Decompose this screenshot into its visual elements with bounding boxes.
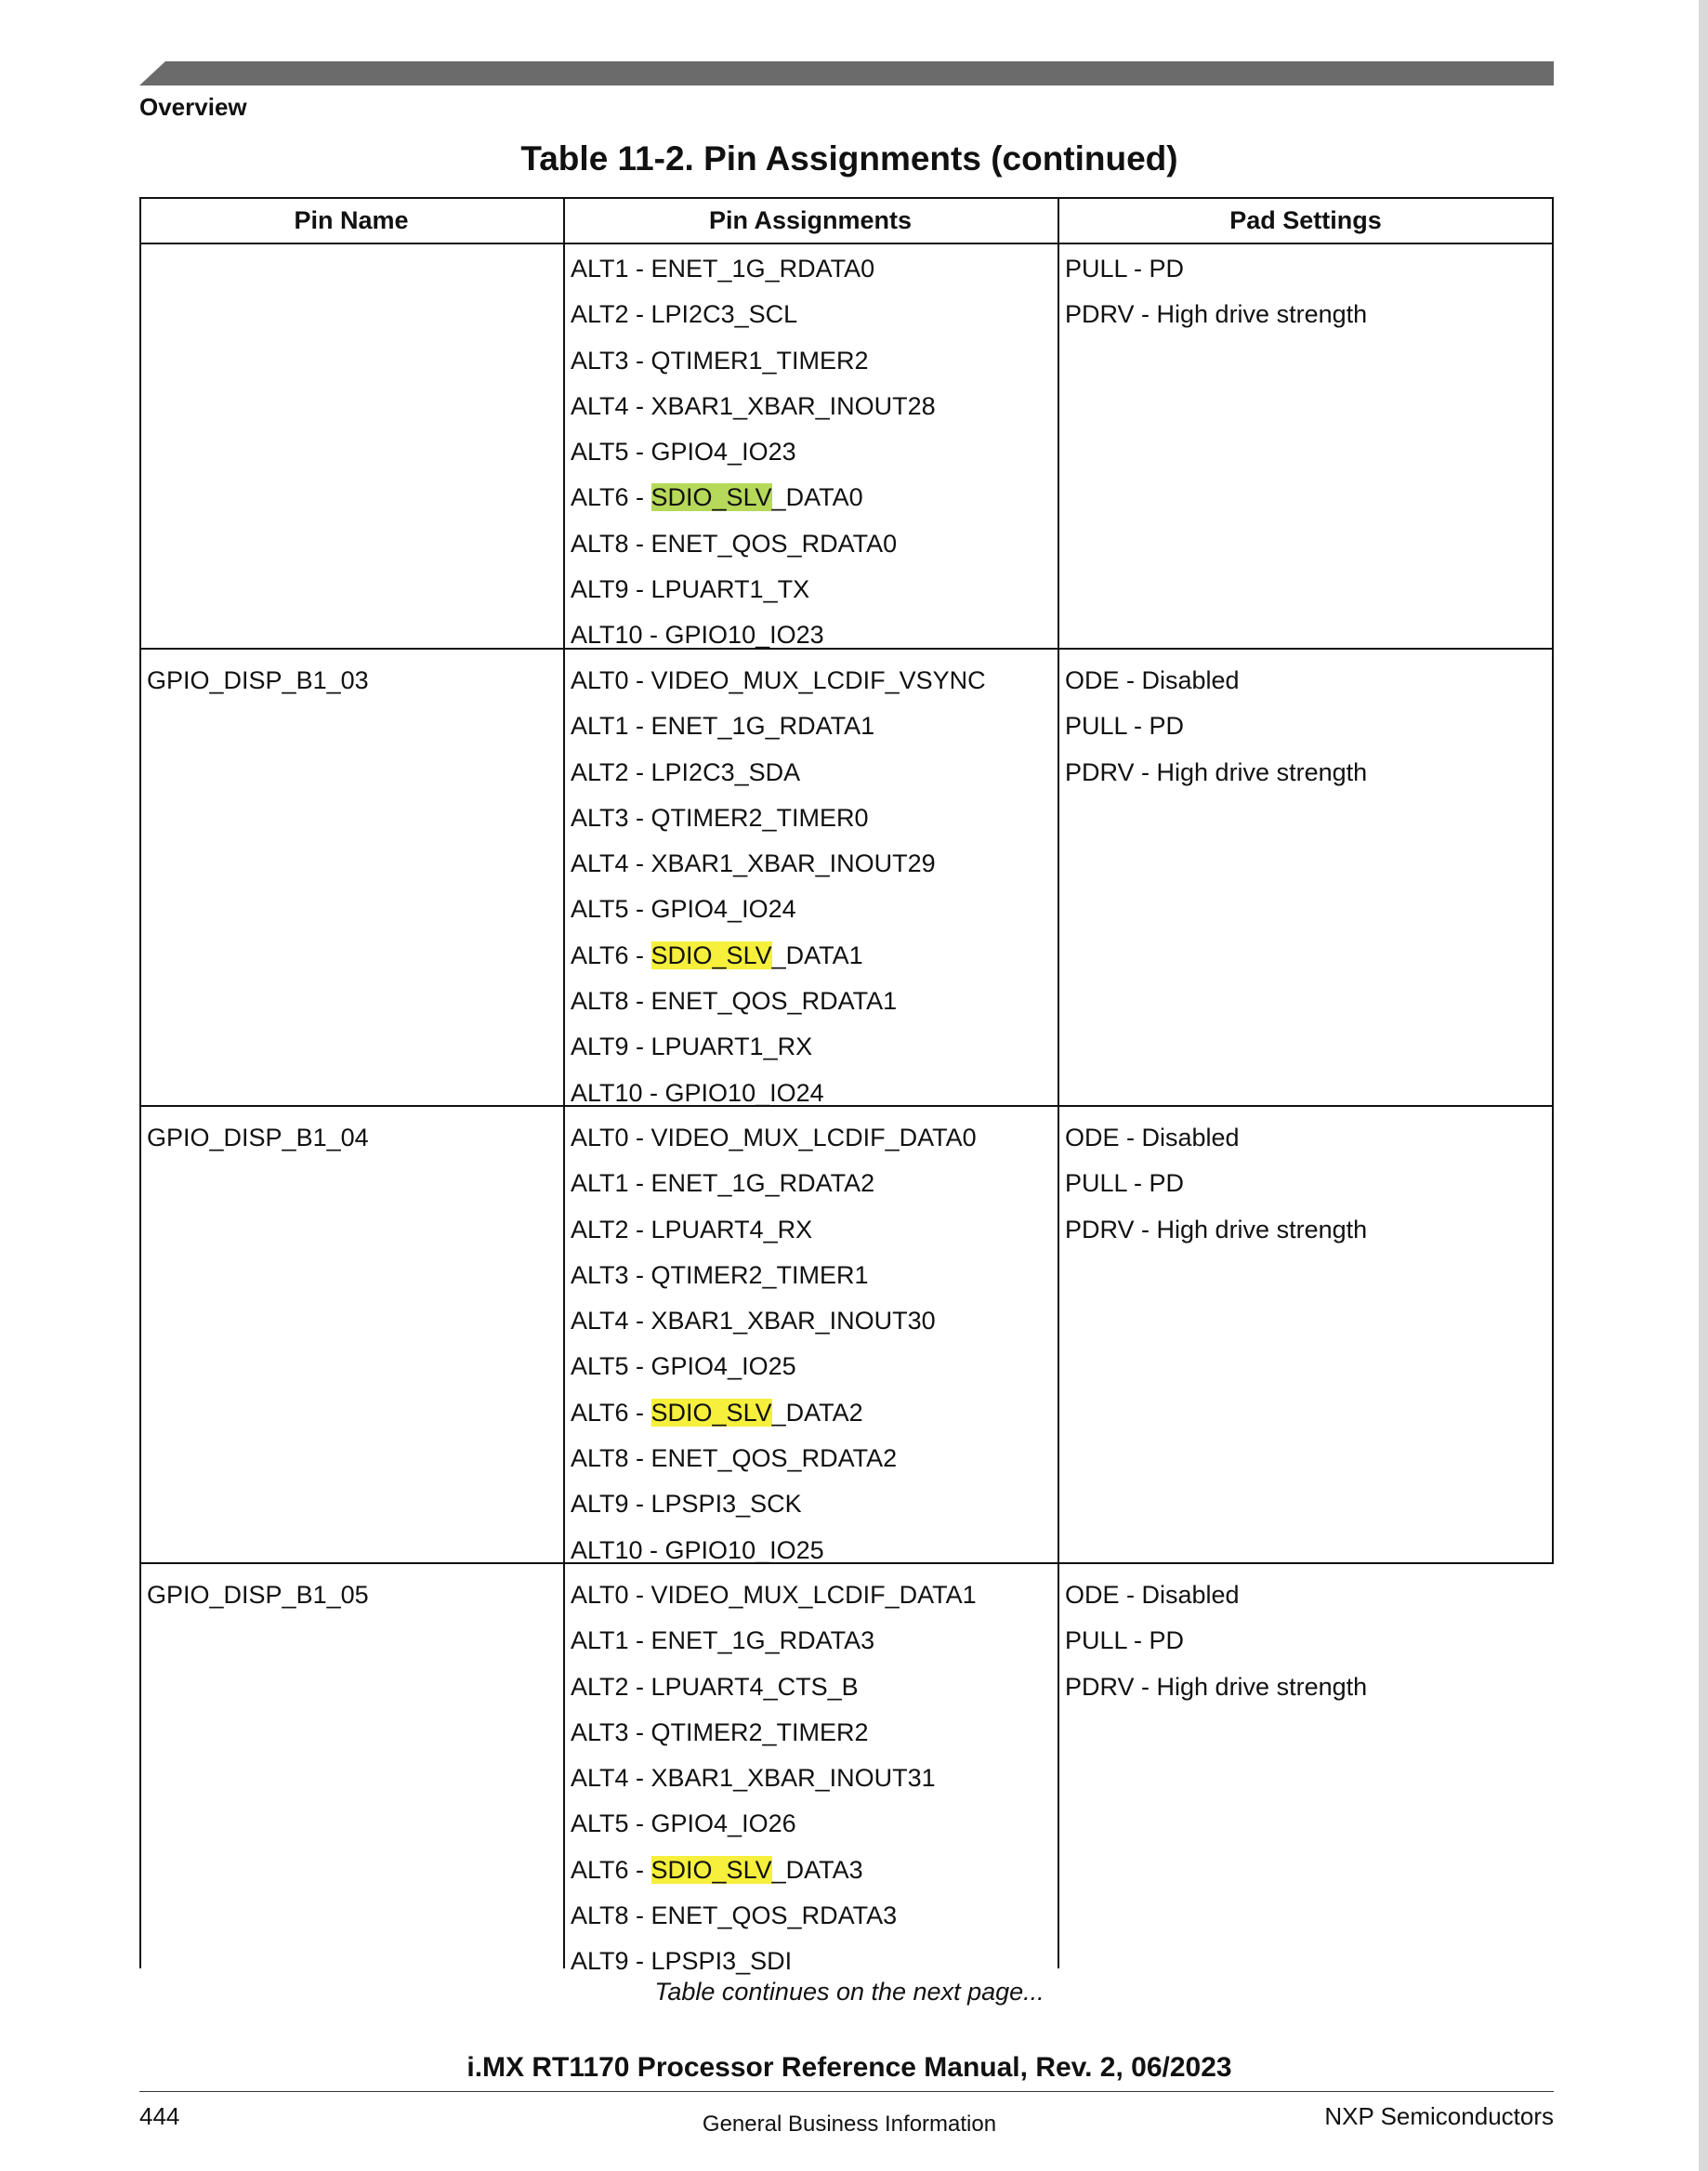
assignment-text: ALT9 - LPSPI3_SDI — [571, 1947, 793, 1976]
page-edge — [1699, 0, 1708, 2171]
assignment-text: ALT1 - ENET_1G_RDATA2 — [571, 1169, 875, 1198]
pin-assignment-item — [571, 1161, 977, 1206]
section-label: Overview — [139, 93, 247, 121]
pin-assignment-item — [571, 1848, 977, 1893]
assignment-text-suffix: _DATA3 — [771, 1855, 863, 1884]
pin-assignment-item — [571, 750, 986, 796]
column-rule — [1552, 197, 1554, 244]
pin-assignment-item — [571, 292, 936, 337]
pin-assignment-item — [571, 841, 986, 887]
pad-setting-item: PULL - PD — [1065, 1626, 1185, 1655]
assignment-text: ALT3 - QTIMER2_TIMER2 — [571, 1717, 869, 1746]
header-rule — [139, 243, 1554, 244]
assignment-text: ALT6 - — [571, 483, 651, 512]
assignment-text: ALT9 - LPUART1_RX — [571, 1033, 813, 1061]
assignment-text-suffix: _DATA0 — [771, 483, 863, 512]
column-header-pin-assignments: Pin Assignments — [708, 206, 913, 234]
vendor-name: NXP Semiconductors — [1324, 2102, 1554, 2130]
assignment-text: ALT1 - ENET_1G_RDATA1 — [571, 712, 875, 741]
pin-assignment-item — [571, 1344, 977, 1389]
pin-assignment-item — [571, 567, 936, 612]
assignment-text: ALT6 - — [571, 1398, 651, 1427]
assignment-text: ALT5 - GPIO4_IO25 — [571, 1352, 796, 1381]
assignment-text: ALT2 - LPI2C3_SCL — [571, 300, 798, 329]
assignment-text: ALT9 - LPSPI3_SCK — [571, 1490, 802, 1519]
pin-assignment-item — [571, 1572, 977, 1618]
pad-setting-item: PDRV - High drive strength — [1065, 1672, 1368, 1701]
assignment-text: ALT4 - XBAR1_XBAR_INOUT29 — [571, 849, 936, 878]
assignment-text: ALT3 - QTIMER2_TIMER1 — [571, 1260, 869, 1289]
pad-setting-item: ODE - Disabled — [1065, 1581, 1240, 1609]
assignment-text: ALT0 - VIDEO_MUX_LCDIF_DATA1 — [571, 1581, 977, 1609]
pin-assignment-item — [571, 1115, 977, 1161]
assignment-text: ALT4 - XBAR1_XBAR_INOUT30 — [571, 1307, 936, 1335]
assignment-text: ALT9 - LPUART1_TX — [571, 575, 810, 604]
footer-rule — [139, 2091, 1554, 2092]
assignment-text: ALT1 - ENET_1G_RDATA0 — [571, 255, 875, 283]
assignment-text: ALT10 - GPIO10_IO25 — [571, 1535, 824, 1564]
column-rule — [1058, 197, 1059, 1968]
assignment-text: ALT10 - GPIO10_IO24 — [571, 1078, 824, 1107]
column-header-pin-name: Pin Name — [294, 206, 409, 234]
pad-setting-item: ODE - Disabled — [1065, 666, 1240, 694]
pad-setting-item: PDRV - High drive strength — [1065, 300, 1368, 329]
assignment-text: ALT8 - ENET_QOS_RDATA3 — [571, 1901, 898, 1930]
pin-assignment-item — [571, 1756, 977, 1801]
pin-assignment-item — [571, 1618, 977, 1664]
column-rule — [1552, 243, 1554, 1564]
pad-setting-item: PULL - PD — [1065, 255, 1185, 283]
pin-name-cell: GPIO_DISP_B1_05 — [147, 1581, 369, 1609]
assignment-text: ALT6 - — [571, 1855, 651, 1884]
assignment-text: ALT3 - QTIMER2_TIMER0 — [571, 803, 869, 832]
pin-assignment-item — [571, 1893, 977, 1939]
pin-assignment-item — [571, 704, 986, 749]
pin-assignment-item — [571, 1207, 977, 1253]
pad-settings-cell — [1065, 658, 1367, 796]
pin-name-cell: GPIO_DISP_B1_04 — [147, 1124, 369, 1151]
pad-setting-item: PDRV - High drive strength — [1065, 757, 1368, 786]
table-border-top — [139, 197, 1554, 199]
pin-assignment-item — [571, 384, 936, 429]
assignment-text: ALT1 - ENET_1G_RDATA3 — [571, 1626, 875, 1655]
assignment-text: ALT8 - ENET_QOS_RDATA2 — [571, 1444, 898, 1473]
column-rule — [139, 197, 141, 1968]
pin-assignments-cell — [571, 658, 986, 1116]
pin-assignment-item — [571, 1710, 977, 1756]
table-continues-note: Table continues on the next page... — [654, 1978, 1045, 2006]
assignment-text: ALT5 - GPIO4_IO24 — [571, 895, 796, 924]
search-highlight: SDIO_SLV — [650, 941, 772, 969]
pin-assignment-item — [571, 1298, 977, 1344]
pin-assignment-item — [571, 1481, 977, 1527]
search-highlight: SDIO_SLV — [650, 1398, 772, 1427]
assignment-text: ALT2 - LPUART4_CTS_B — [571, 1672, 859, 1701]
pin-assignment-item — [571, 1390, 977, 1436]
pad-setting-item: PDRV - High drive strength — [1065, 1215, 1368, 1243]
pad-settings-cell — [1065, 1115, 1367, 1253]
pin-assignments-cell — [571, 246, 936, 659]
pad-settings-cell — [1065, 246, 1367, 338]
assignment-text: ALT6 - — [571, 941, 651, 969]
pin-assignments-cell — [571, 1115, 977, 1573]
assignment-text: ALT2 - LPI2C3_SDA — [571, 757, 801, 786]
assignment-text-suffix: _DATA2 — [771, 1398, 863, 1427]
assignment-text: ALT5 - GPIO4_IO23 — [571, 438, 796, 467]
search-highlight: SDIO_SLV — [650, 1855, 772, 1884]
pin-assignment-item — [571, 429, 936, 475]
assignment-text: ALT10 - GPIO10_IO23 — [571, 621, 824, 650]
pin-assignment-item — [571, 979, 986, 1024]
assignment-text-suffix: _DATA1 — [771, 941, 863, 969]
pin-assignment-item — [571, 521, 936, 567]
column-rule — [563, 197, 565, 1968]
pin-assignment-item — [571, 1801, 977, 1847]
header-bar — [139, 61, 1554, 86]
pin-assignment-item — [571, 1024, 986, 1070]
pad-setting-item: PULL - PD — [1065, 712, 1185, 741]
pad-settings-cell — [1065, 1572, 1367, 1710]
assignment-text: ALT4 - XBAR1_XBAR_INOUT28 — [571, 391, 936, 420]
pin-assignment-item — [571, 796, 986, 841]
assignment-text: ALT0 - VIDEO_MUX_LCDIF_DATA0 — [571, 1124, 977, 1151]
pin-assignment-item — [571, 1528, 977, 1573]
assignment-text: ALT8 - ENET_QOS_RDATA0 — [571, 529, 898, 558]
pin-assignment-item — [571, 933, 986, 979]
pin-assignment-item — [571, 612, 936, 658]
pin-assignment-item — [571, 1436, 977, 1481]
assignment-text: ALT4 - XBAR1_XBAR_INOUT31 — [571, 1764, 936, 1793]
pin-assignment-item — [571, 887, 986, 932]
pin-assignment-item — [571, 246, 936, 292]
assignment-text: ALT2 - LPUART4_RX — [571, 1215, 813, 1243]
pin-assignment-item — [571, 1664, 977, 1710]
assignment-text: ALT5 - GPIO4_IO26 — [571, 1809, 796, 1838]
page-number: 444 — [139, 2102, 180, 2130]
pin-assignment-item — [571, 338, 936, 384]
search-highlight: SDIO_SLV — [650, 483, 772, 512]
pin-assignments-cell — [571, 1572, 977, 1985]
pad-setting-item: PULL - PD — [1065, 1169, 1185, 1198]
assignment-text: ALT0 - VIDEO_MUX_LCDIF_VSYNC — [571, 666, 986, 694]
pin-assignment-item — [571, 658, 986, 704]
pin-assignment-item — [571, 475, 936, 520]
pin-name-cell: GPIO_DISP_B1_03 — [147, 666, 369, 694]
assignment-text: ALT3 - QTIMER1_TIMER2 — [571, 346, 869, 375]
assignment-text: ALT8 - ENET_QOS_RDATA1 — [571, 987, 898, 1016]
pad-setting-item: ODE - Disabled — [1065, 1124, 1240, 1151]
column-header-pad-settings: Pad Settings — [1229, 206, 1382, 234]
pin-assignment-item — [571, 1253, 977, 1298]
pin-assignments-table — [139, 197, 1554, 1976]
footer-classification: General Business Information — [702, 2112, 997, 2137]
table-title: Table 11-2. Pin Assignments (continued) — [520, 139, 1178, 178]
manual-title: i.MX RT1170 Processor Reference Manual, Rev. 2, 06/2023 — [466, 2052, 1232, 2083]
pin-assignment-item — [571, 1071, 986, 1116]
